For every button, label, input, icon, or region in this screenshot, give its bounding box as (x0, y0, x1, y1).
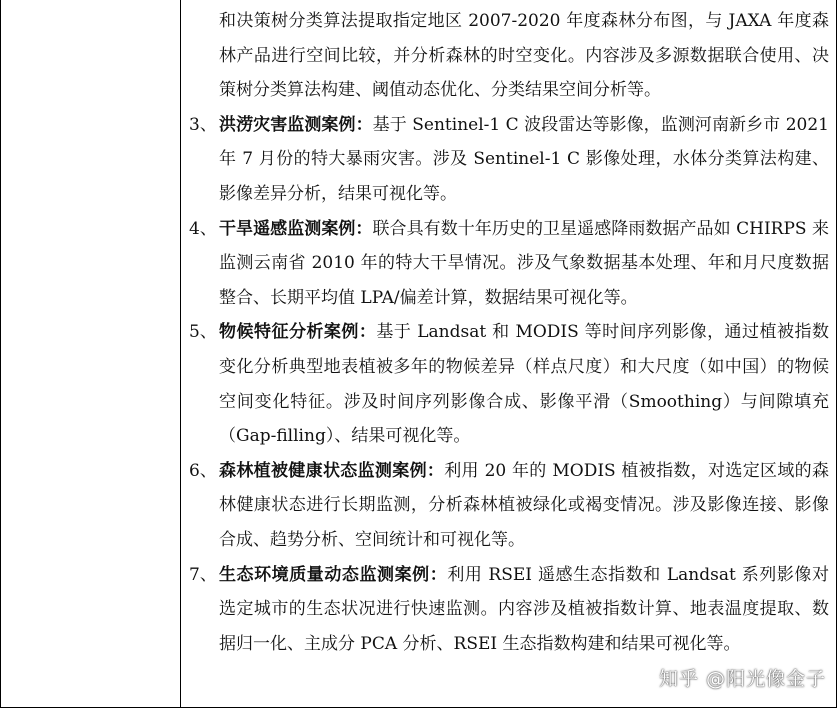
list-item (189, 108, 829, 212)
item-number: 3、 (189, 114, 217, 135)
table-left-column (1, 0, 181, 708)
item-title: 物候特征分析案例： (219, 322, 377, 343)
item-text: 基于 Sentinel-1 C 波段雷达等影像，监测河南新乡市 2021 年 7 月份的特大暴雨灾害。涉及 Sentinel-1 C 影像处理，水体分类算法构建、影像差异分析，结果可视化等。 (219, 114, 829, 204)
item-title: 森林植被健康状态监测案例： (219, 460, 445, 481)
item-number: 4、 (189, 218, 217, 239)
item-title: 洪涝灾害监测案例： (219, 114, 373, 135)
list-item (189, 212, 829, 316)
item-number: 7、 (189, 564, 217, 585)
list-item (189, 558, 829, 662)
table-content-cell (189, 4, 829, 661)
item-title: 干旱遥感监测案例： (219, 218, 373, 239)
list-item (189, 454, 829, 558)
list-item (189, 315, 829, 453)
intro-paragraph: 和决策树分类算法提取指定地区 2007-2020 年度森林分布图，与 JAXA 年度森林产品进行空间比较，并分析森林的时空变化。内容涉及多源数据联合使用、决策树分类算法构建、阈值动态优化、分类结果空间分析等。 (219, 11, 829, 101)
item-number: 5、 (189, 322, 217, 343)
watermark: 知乎 @阳光像金子 (658, 668, 826, 690)
item-text: 利用 RSEI 遥感生态指数和 Landsat 系列影像对选定城市的生态状况进行快速监测。内容涉及植被指数计算、地表温度提取、数据归一化、主成分 PCA 分析、RSEI 生态指数构建和结果可视化等。 (219, 564, 829, 654)
item-text: 联合具有数十年历史的卫星遥感降雨数据产品如 CHIRPS 来监测云南省 2010 年的特大干旱情况。涉及气象数据基本处理、年和月尺度数据整合、长期平均值 LPA/偏差计算，数据结果可视化等。 (219, 218, 829, 308)
item-text: 利用 20 年的 MODIS 植被指数，对选定区域的森林健康状态进行长期监测，分析森林植被绿化或褐变情况。涉及影像连接、影像合成、趋势分析、空间统计和可视化等。 (219, 460, 829, 550)
item-text: 基于 Landsat 和 MODIS 等时间序列影像，通过植被指数变化分析典型地表植被多年的物候差异（样点尺度）和大尺度（如中国）的物候空间变化特征。涉及时间序列影像合成、影像平滑（Smoothing）与间隙填充（Gap-filling）、结果可视化等。 (219, 322, 829, 447)
item-title: 生态环境质量动态监测案例： (219, 564, 448, 585)
item-number: 6、 (189, 460, 217, 481)
